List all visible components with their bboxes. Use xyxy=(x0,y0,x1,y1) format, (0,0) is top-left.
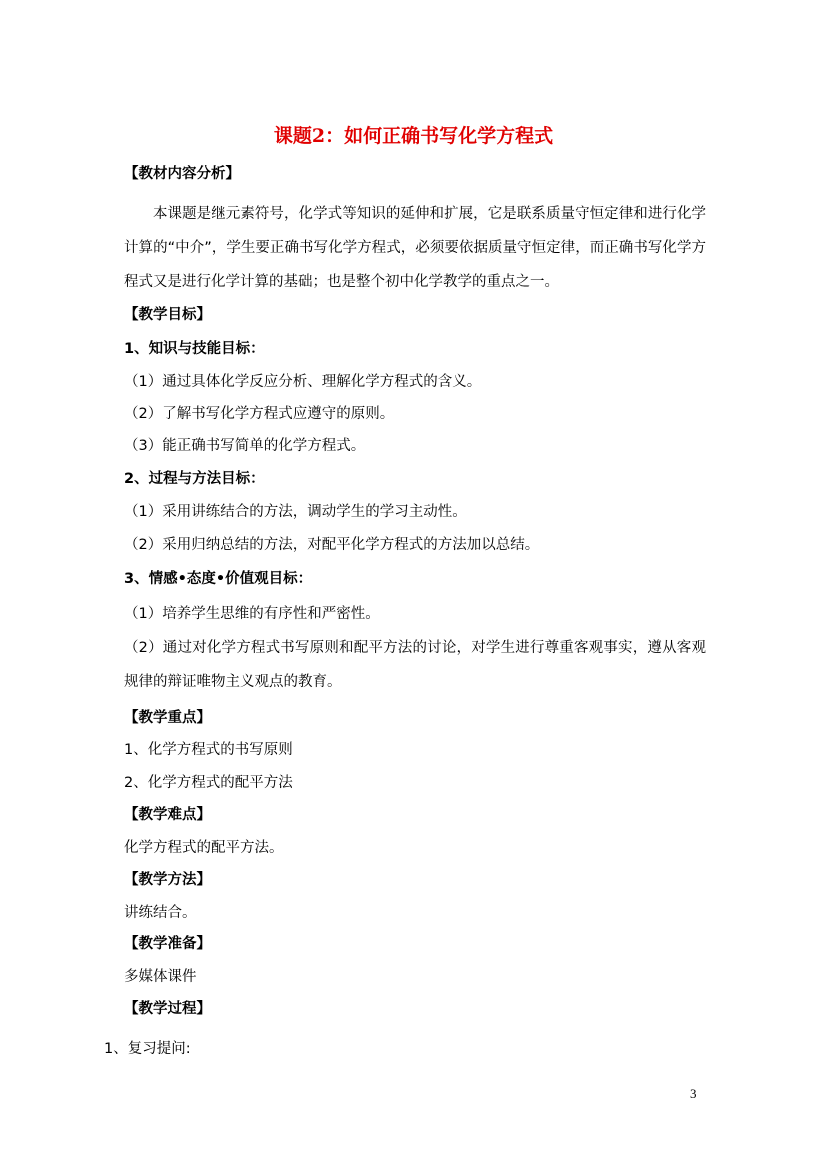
goal-3-paragraph: （2）通过对化学方程式书写原则和配平方法的讨论，对学生进行尊重客观事实，遵从客观规律的辩证唯物主义观点的教育。 xyxy=(124,640,706,690)
difficulty-text: 化学方程式的配平方法。 xyxy=(124,840,284,856)
section-heading-difficulty: 【教学难点】 xyxy=(124,807,211,823)
section-heading-preparation: 【教学准备】 xyxy=(124,936,211,952)
analysis-paragraph: 本课题是继元素符号，化学式等知识的延伸和扩展，它是联系质量守恒定律和进行化学计算的“中介”，学生要正确书写化学方程式，必须要依据质量守恒定律，而正确书写化学方程式又是进行化学计算的基础；也是整个初中化学教学的重点之一。 xyxy=(124,206,706,290)
goal-1-item: （1）通过具体化学反应分析、理解化学方程式的含义。 xyxy=(124,374,482,390)
goal-2-heading: 2、过程与方法目标： xyxy=(124,471,265,487)
goal-1-item: （2）了解书写化学方程式应遵守的原则。 xyxy=(124,406,395,422)
review-question-heading: 1、复习提问: xyxy=(104,1041,191,1057)
goal-1-item: （3）能正确书写简单的化学方程式。 xyxy=(124,438,366,454)
preparation-text: 多媒体课件 xyxy=(124,969,197,985)
goal-2-item: （2）采用归纳总结的方法，对配平化学方程式的方法加以总结。 xyxy=(124,537,540,553)
goal-2-item: （1）采用讲练结合的方法，调动学生的学习主动性。 xyxy=(124,504,467,520)
section-heading-analysis: 【教材内容分析】 xyxy=(124,166,240,182)
goal-3-item: （1）培养学生思维的有序性和严密性。 xyxy=(124,606,380,622)
page-number: 3 xyxy=(690,1086,697,1101)
section-heading-goals: 【教学目标】 xyxy=(124,307,211,323)
goal-1-heading: 1、知识与技能目标： xyxy=(124,341,265,357)
section-heading-process: 【教学过程】 xyxy=(124,1001,211,1017)
key-point-item: 2、化学方程式的配平方法 xyxy=(124,775,293,791)
goal-3-heading: 3、情感•态度•价值观目标： xyxy=(124,571,313,587)
section-heading-key-points: 【教学重点】 xyxy=(124,710,211,726)
document-title: 课题2：如何正确书写化学方程式 xyxy=(273,125,554,147)
method-text: 讲练结合。 xyxy=(124,905,197,921)
section-heading-method: 【教学方法】 xyxy=(124,872,211,888)
key-point-item: 1、化学方程式的书写原则 xyxy=(124,742,293,758)
